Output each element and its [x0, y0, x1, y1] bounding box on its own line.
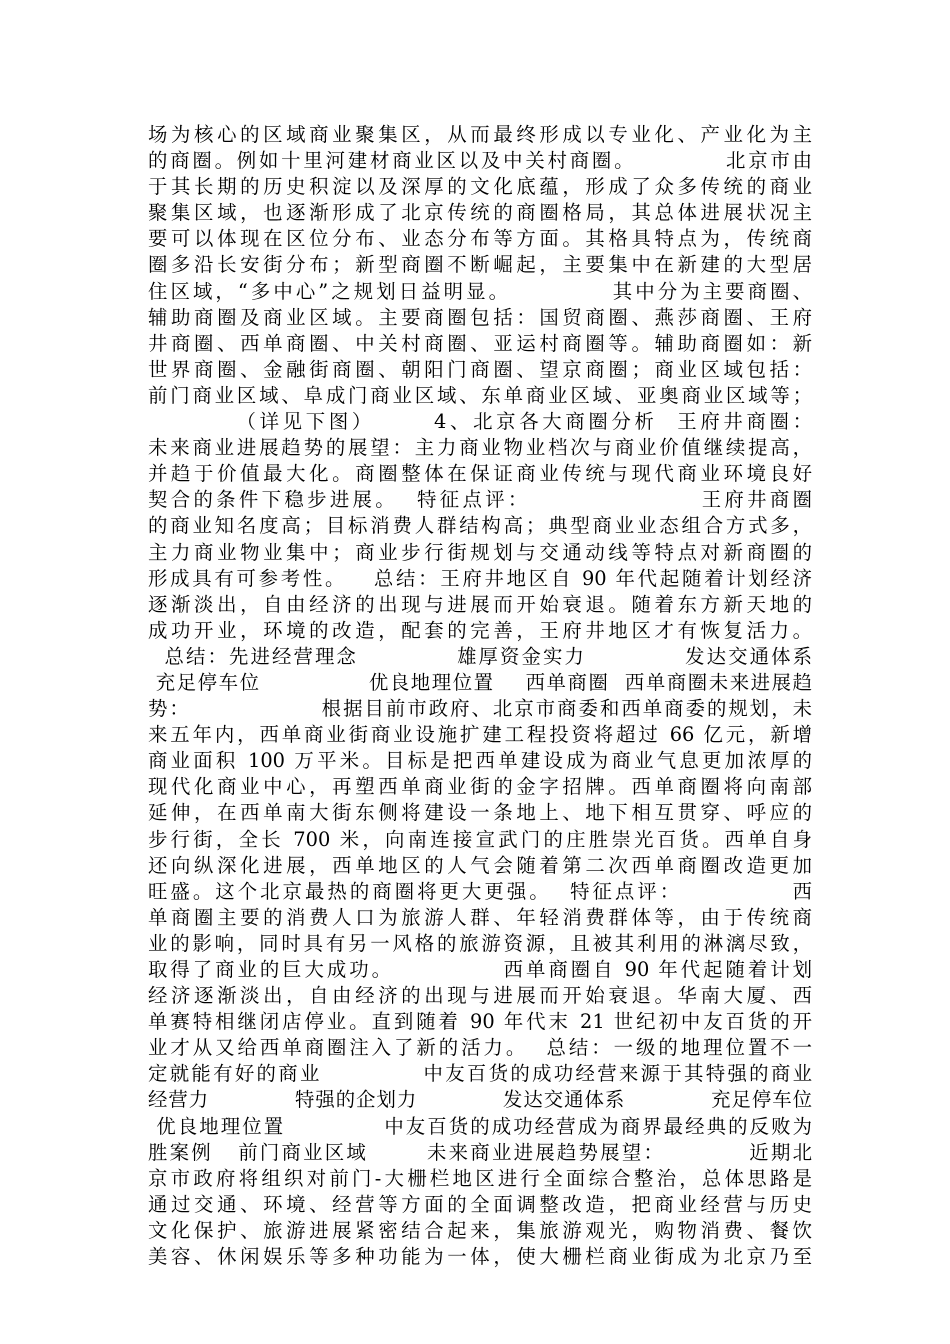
text-line: 现代化商业中心，再塑西单商业街的金字招牌。西单商圈将向南部: [148, 775, 812, 799]
text-line: 要可以体现在区位分布、业态分布等方面。其格具特点为，传统商: [148, 227, 812, 251]
text-line: 形成具有可参考性。 总结：王府井地区自 90 年代起随着计划经济: [148, 566, 812, 590]
text-line: 总结：先进经营理念 雄厚资金实力 发达交通体系: [148, 644, 812, 668]
text-line: 圈多沿长安街分布；新型商圈不断崛起，主要集中在新建的大型居: [148, 253, 812, 277]
text-line: 来五年内，西单商业街商业设施扩建工程投资将超过 66 亿元，新增: [148, 723, 812, 747]
text-line: 旺盛。这个北京最热的商圈将更大更强。 特征点评： 西: [148, 879, 812, 903]
text-line: 主力商业物业集中；商业步行街规划与交通动线等特点对新商圈的: [148, 540, 812, 564]
text-line: （详见下图） 4、北京各大商圈分析 王府井商圈：: [148, 410, 812, 434]
text-line: 成功开业，环境的改造，配套的完善，王府井地区才有恢复活力。: [148, 618, 812, 642]
body-text: [148, 122, 812, 1270]
text-line: 势： 根据目前市政府、北京市商委和西单商委的规划，未: [148, 697, 812, 721]
text-line: 的商圈。例如十里河建材商业区以及中关村商圈。 北京市由: [148, 149, 812, 173]
text-line: 于其长期的历史积淀以及深厚的文化底蕴，形成了众多传统的商业: [148, 175, 812, 199]
text-line: 未来商业进展趋势的展望：主力商业物业档次与商业价值继续提高，: [148, 436, 812, 460]
text-line: 场为核心的区域商业聚集区，从而最终形成以专业化、产业化为主: [148, 123, 812, 146]
text-line: 的商业知名度高；目标消费人群结构高；典型商业业态组合方式多，: [148, 514, 812, 538]
text-line: 胜案例 前门商业区域 未来商业进展趋势展望： 近期北: [148, 1140, 812, 1164]
text-line: 步行街，全长 700 米，向南连接宣武门的庄胜崇光百货。西单自身: [148, 827, 812, 851]
text-line: 业才从又给西单商圈注入了新的活力。 总结：一级的地理位置不一: [148, 1036, 812, 1060]
text-line: 商业面积 100 万平米。目标是把西单建设成为商业气息更加浓厚的: [148, 749, 812, 773]
text-line: 定就能有好的商业 中友百货的成功经营来源于其特强的商业: [148, 1062, 812, 1086]
text-line: 契合的条件下稳步进展。 特征点评： 王府井商圈: [148, 488, 812, 512]
text-line: 逐渐淡出，自由经济的出现与进展而开始衰退。随着东方新天地的: [148, 592, 812, 616]
text-line: 聚集区域，也逐渐形成了北京传统的商圈格局，其总体进展状况主: [148, 201, 812, 225]
text-line: 前门商业区域、阜成门商业区域、东单商业区域、亚奥商业区域等；: [148, 383, 812, 407]
text-line: 井商圈、西单商圈、中关村商圈、亚运村商圈等。辅助商圈如：新: [148, 331, 812, 355]
text-line: 文化保护、旅游进展紧密结合起来，集旅游观光，购物消费、餐饮: [148, 1218, 812, 1242]
text-line: 经济逐渐淡出，自由经济的出现与进展而开始衰退。华南大厦、西: [148, 984, 812, 1008]
text-line: 单赛特相继闭店停业。直到随着 90 年代末 21 世纪初中友百货的开: [148, 1010, 812, 1034]
text-line: 住区域，“多中心”之规划日益明显。 其中分为主要商圈、: [148, 279, 812, 303]
text-line: 辅助商圈及商业区域。主要商圈包括：国贸商圈、燕莎商圈、王府: [148, 305, 812, 329]
text-line: 并趋于价值最大化。商圈整体在保证商业传统与现代商业环境良好: [148, 462, 812, 486]
text-line: 取得了商业的巨大成功。 西单商圈自 90 年代起随着计划: [148, 958, 812, 981]
text-line: 单商圈主要的消费人口为旅游人群、年轻消费群体等，由于传统商: [148, 905, 812, 929]
text-line: 优良地理位置 中友百货的成功经营成为商界最经典的反败为: [148, 1114, 812, 1138]
text-line: 业的影响，同时具有另一风格的旅游资源，且被其利用的淋漓尽致，: [148, 931, 812, 955]
text-line: 延伸，在西单南大街东侧将建设一条地上、地下相互贯穿、呼应的: [148, 801, 812, 825]
text-line: 美容、休闲娱乐等多种功能为一体，使大栅栏商业街成为北京乃至: [148, 1245, 812, 1269]
text-line: 还向纵深化进展，西单地区的人气会随着第二次西单商圈改造更加: [148, 853, 812, 877]
text-line: 经营力 特强的企划力 发达交通体系 充足停车位: [148, 1088, 812, 1112]
text-line: 京市政府将组织对前门-大栅栏地区进行全面综合整治，总体思路是: [148, 1166, 812, 1190]
text-line: 充足停车位 优良地理位置 西单商圈 西单商圈未来进展趋: [148, 670, 812, 694]
text-line: 通过交通、环境、经营等方面的全面调整改造，把商业经营与历史: [148, 1192, 812, 1216]
text-line: 世界商圈、金融街商圈、朝阳门商圈、望京商圈；商业区域包括：: [148, 357, 812, 381]
